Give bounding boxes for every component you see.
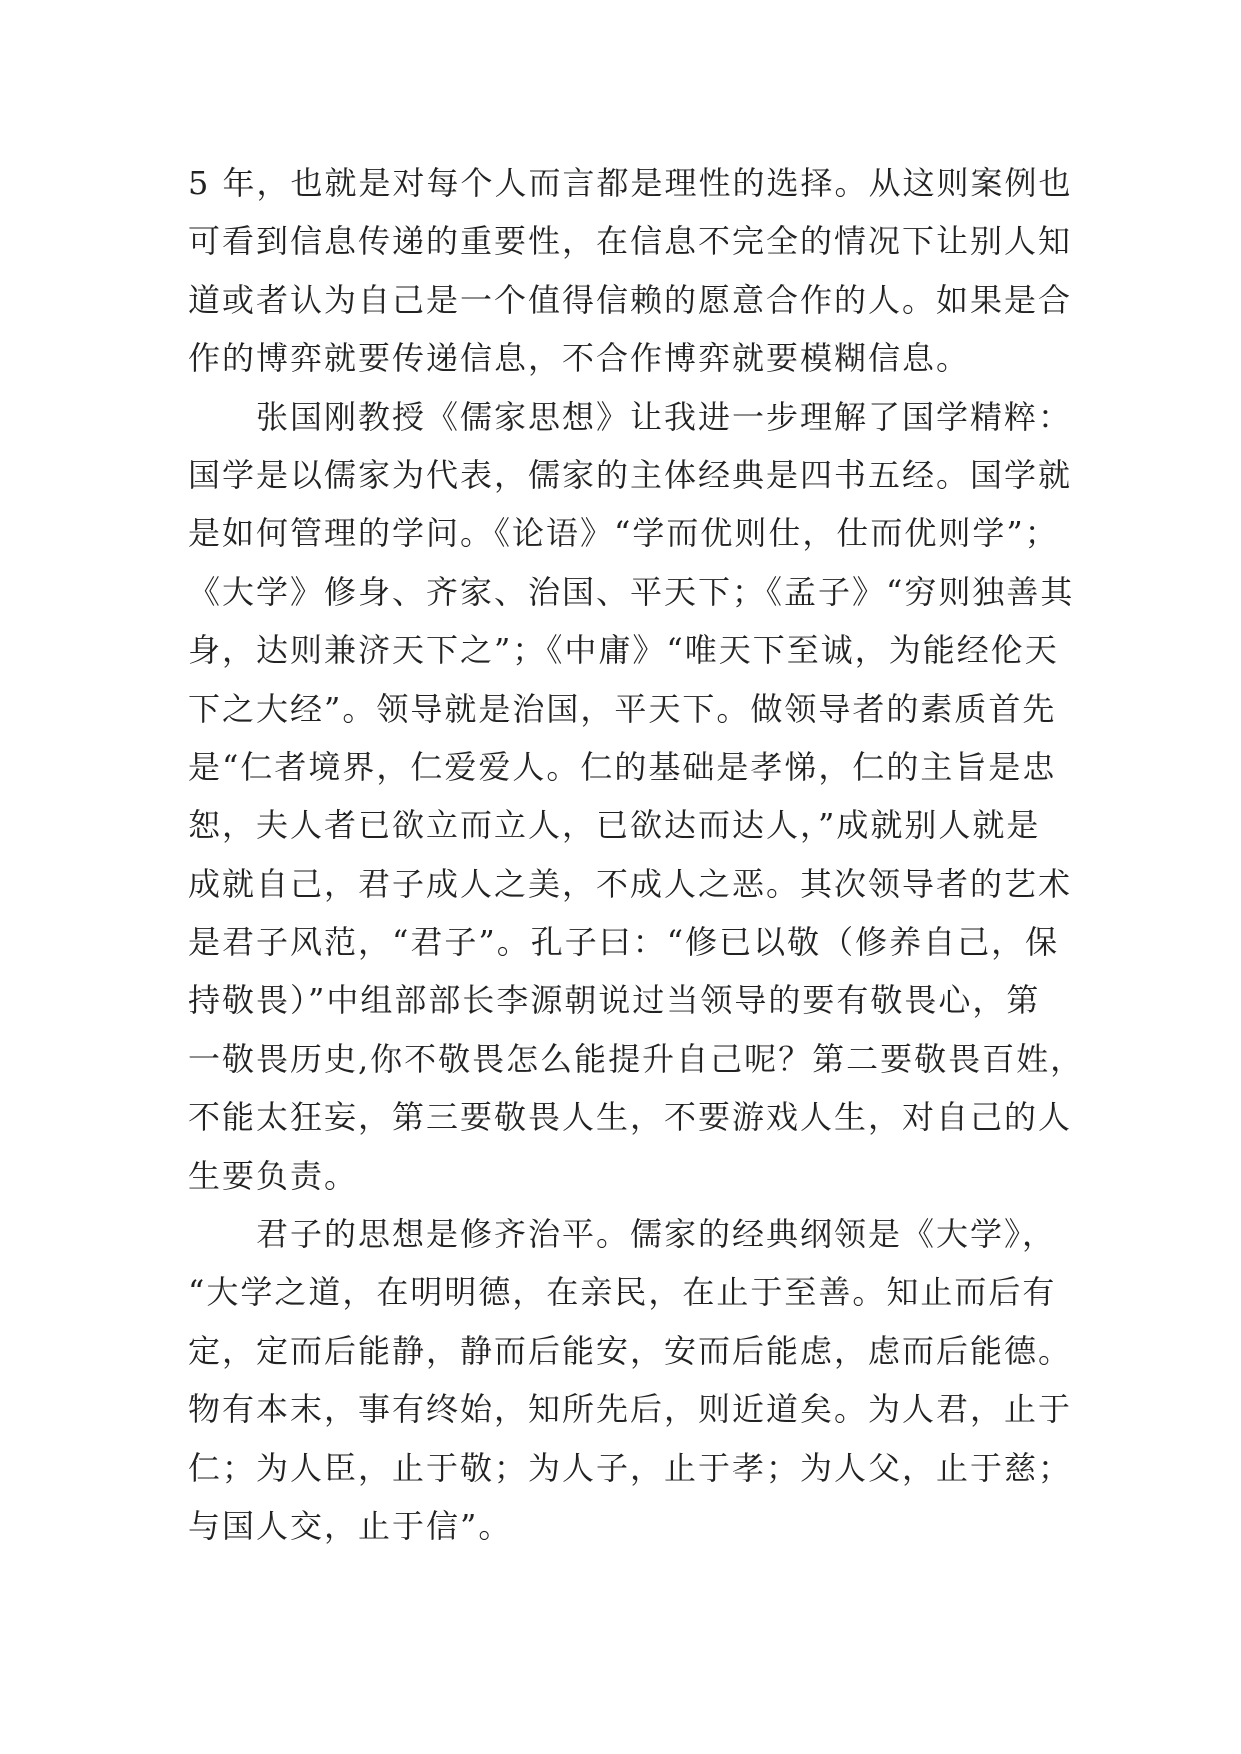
text-line: 生要负责。	[188, 1156, 359, 1195]
text-line: 身，达则兼济天下之”；《中庸》“唯天下至诚，为能经伦天	[188, 631, 1059, 670]
text-line: 可看到信息传递的重要性，在信息不完全的情况下让别人知	[188, 222, 1073, 261]
text-line: 恕，夫人者已欲立而立人，已欲达而达人，”成就别人就是	[188, 806, 1041, 845]
text-line: 与国人交，止于信”。	[188, 1506, 513, 1545]
text-line: 是“仁者境界，仁爱爱人。仁的基础是孝悌，仁的主旨是忠	[188, 747, 1057, 786]
text-line: 是如何管理的学问。《论语》“学而优则仕，仕而优则学”；	[188, 514, 1059, 553]
text-line: 物有本末，事有终始，知所先后，则近道矣。为人君，止于	[188, 1390, 1073, 1429]
text-line: 君子的思想是修齐治平。儒家的经典纲领是《大学》，	[256, 1215, 1057, 1254]
text-line: 作的博弈就要传递信息，不合作博弈就要模糊信息。	[188, 339, 971, 378]
text-line: 5 年，也就是对每个人而言都是理性的选择。从这则案例也	[188, 164, 1073, 202]
text-line: 仁；为人臣，止于敬；为人子，止于孝；为人父，止于慈；	[188, 1448, 1073, 1487]
text-line: 定，定而后能静，静而后能安，安而后能虑，虑而后能德。	[188, 1331, 1073, 1370]
paragraph-2	[188, 388, 1085, 1205]
text-line: 道或者认为自己是一个值得信赖的愿意合作的人。如果是合	[188, 280, 1073, 319]
text-line: 《大学》修身、齐家、治国、平天下；《孟子》“穷则独善其	[188, 572, 1075, 611]
text-line: 一敬畏历史,你不敬畏怎么能提升自己呢？第二要敬畏百姓，	[188, 1039, 1085, 1078]
text-line: 成就自己，君子成人之美，不成人之恶。其次领导者的艺术	[188, 864, 1073, 903]
body-text	[188, 154, 1085, 1555]
text-line: 不能太狂妄，第三要敬畏人生，不要游戏人生，对自己的人	[188, 1098, 1073, 1137]
text-line: “大学之道，在明明德，在亲民，在止于至善。知止而后有	[188, 1273, 1057, 1312]
paragraph-1	[188, 154, 1073, 388]
text-line: 国学是以儒家为代表，儒家的主体经典是四书五经。国学就	[188, 455, 1073, 494]
paragraph-3	[188, 1205, 1073, 1555]
text-line: 下之大经”。领导就是治国，平天下。做领导者的素质首先	[188, 689, 1057, 728]
text-line: 是君子风范，“君子”。孔子曰：“修已以敬（修养自己，保	[188, 923, 1060, 962]
text-line: 持敬畏）”中组部部长李源朝说过当领导的要有敬畏心，第	[188, 981, 1041, 1020]
text-line: 张国刚教授《儒家思想》让我进一步理解了国学精粹：	[256, 397, 1073, 436]
